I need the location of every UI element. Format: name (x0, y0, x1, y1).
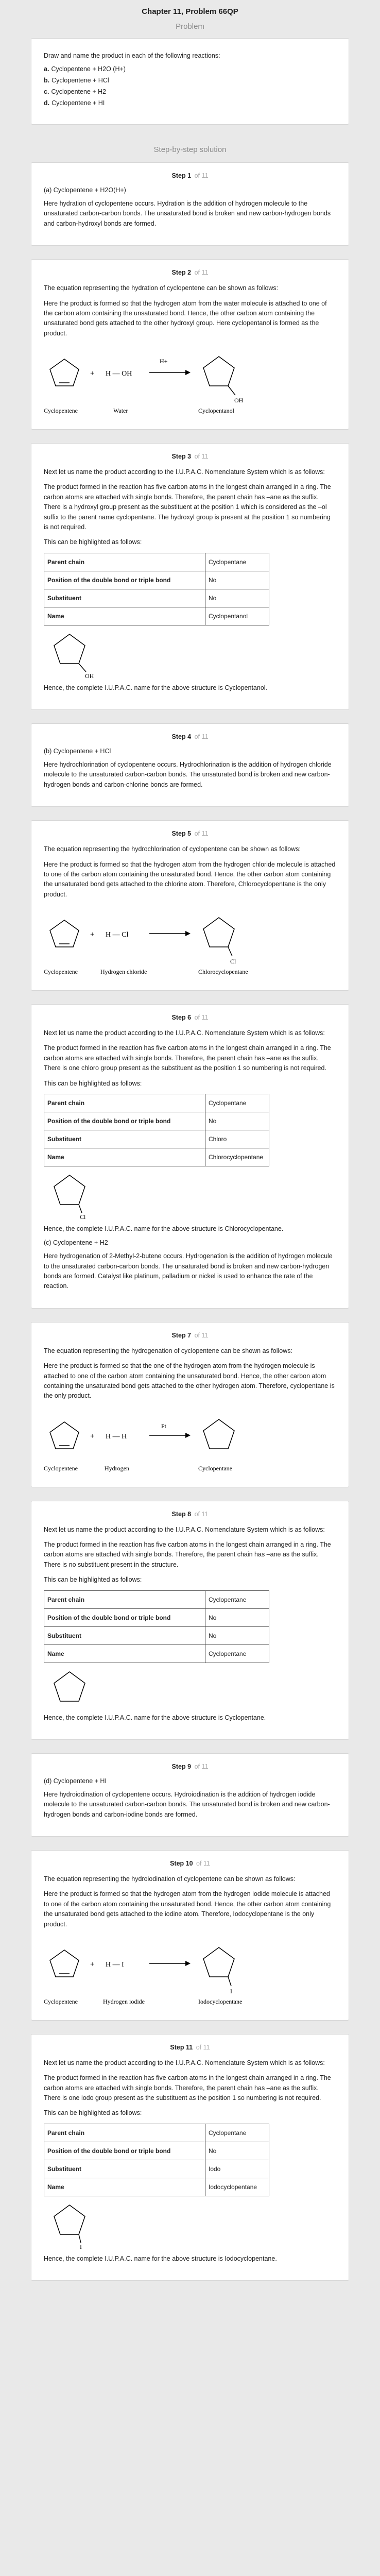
step-text: The equation representing the hydrochlorination of cyclopentene can be shown as follows: (44, 845, 301, 853)
step-4-card (31, 723, 349, 807)
step-text: Here the product is formed so that the hydrogen atom from the water molecule is attached to one of the carbon atom containing the unsaturated bond. Hence, the other carbon atom containing the unsaturated bond gets attached to the other hydroxyl group. Here cyclopentanol is formed as the product. (44, 299, 327, 337)
reagent-formula: H — Cl (106, 931, 129, 939)
nomenclature-table (44, 553, 269, 625)
step-1-card (31, 162, 349, 246)
step-heading: Step 6 of 11 (171, 1014, 209, 1021)
step-text: Here hydroiodination of cyclopentene occurs. Hydroiodination is the addition of hydrogen iodide molecule to the unsaturated carbon-carbon bonds. The unsaturated bond is broken and new carbon-hydrogen bonds and carbon-iodine bonds are formed. (44, 1790, 330, 1818)
problem-card (31, 38, 349, 125)
problem-intro: Draw and name the product in each of the following reactions: (44, 52, 220, 59)
problem-label: Problem (176, 22, 204, 31)
table-row: Position of the double bond or triple bond No (44, 2142, 269, 2160)
reagent-label: Hydrogen iodide (103, 1997, 145, 2005)
step-heading: Step 3 of 11 (171, 453, 209, 460)
step-heading: Step 5 of 11 (171, 830, 209, 838)
product-label: Cyclopentanol (198, 407, 234, 414)
step-heading: Step 9 of 11 (171, 1762, 209, 1770)
step-text: Here hydration of cyclopentene occurs. Hydration is the addition of hydrogen molecule to the unsaturated carbon-carbon bonds. The unsaturated bond is broken and new carbon-hydrogen bonds and carbon-hydroxyl bonds are formed. (44, 200, 331, 227)
ring (54, 1175, 85, 1205)
substituent-label: Cl (230, 958, 236, 965)
hydrochlorination-reaction-diagram (44, 905, 332, 977)
part-c-title: (c) Cyclopentene + H2 (44, 1239, 108, 1247)
problem-list (44, 65, 336, 107)
step-text: Here the product is formed so that the one of the hydrogen atom from the hydrogen molecule is attached to one of the carbon atom containing the unsaturated bond. Hence, the other carbon atom containing the unsaturated bond gets attached to the other hydrogen atom. Therefore, cyclopentane is the only product. (44, 1362, 335, 1400)
table-row: Substituent No (44, 589, 269, 607)
cyclopentene-ring (50, 359, 79, 386)
substituent-label: Cl (80, 1213, 86, 1219)
step-text: Next let us name the product according to the I.U.P.A.C. Nomenclature System which is as follows: (44, 2059, 325, 2066)
part-d-title: (d) Cyclopentene + HI (44, 1777, 107, 1785)
step-8-card (31, 1501, 349, 1740)
reaction-arrowhead (185, 370, 191, 375)
problem-item: c. Cyclopentene + H2 (44, 88, 107, 95)
reagent-formula: H — H (106, 1432, 127, 1440)
step-10-card (31, 1850, 349, 2021)
step-text: This can be highlighted as follows: (44, 1079, 142, 1087)
step-heading: Step 11 of 11 (170, 2043, 210, 2051)
substituent-label: I (230, 1987, 232, 1995)
table-row: Substituent Iodo (44, 2160, 269, 2178)
reagent-label: Hydrogen (105, 1464, 129, 1472)
cyclopentane-structure (49, 1669, 111, 1708)
product-label: Cyclopentane (198, 1464, 232, 1472)
table-row: Substituent No (44, 1626, 269, 1645)
table-row: Position of the double bond or triple bond No (44, 1112, 269, 1130)
plus-sign: + (90, 369, 95, 378)
substituent-bond (228, 386, 235, 395)
chlorocyclopentane-ring (203, 918, 234, 947)
cyclopentene-ring (50, 920, 79, 947)
solution-label: Step-by-step solution (153, 145, 227, 154)
reactant-label: Cyclopentene (44, 968, 78, 975)
ring (54, 2205, 85, 2234)
catalyst-label: H+ (160, 358, 168, 365)
hydration-reaction-diagram (44, 344, 332, 416)
step-conclusion: Hence, the complete I.U.P.A.C. name for the above structure is Cyclopentanol. (44, 684, 268, 691)
part-b-title: (b) Cyclopentene + HCl (44, 748, 111, 755)
step-2-card (31, 259, 349, 430)
step-text: The product formed in the reaction has five carbon atoms in the longest chain arranged in a ring. The carbon atoms are attached with single bonds. Therefore, the parent chain has –ane as the suffix. There is one iodo group present as the substituent as the position 1 so numbering is not required. (44, 2074, 331, 2102)
step-text: This can be highlighted as follows: (44, 1576, 142, 1584)
nomenclature-table (44, 1590, 269, 1663)
table-row: Parent chain Cyclopentane (44, 553, 269, 571)
plus-sign: + (90, 1960, 95, 1969)
substituent-bond (228, 947, 232, 956)
ring (54, 634, 85, 664)
problem-item: a. Cyclopentene + H2O (H+) (44, 65, 126, 73)
table-row: Name Iodocyclopentane (44, 2178, 269, 2196)
nomenclature-table (44, 1094, 269, 1166)
step-heading: Step 10 of 11 (170, 1860, 210, 1867)
step-text: Next let us name the product according to the I.U.P.A.C. Nomenclature System which is as follows: (44, 1526, 325, 1533)
hydrogenation-reaction-diagram (44, 1406, 332, 1473)
table-row: Name Chlorocyclopentane (44, 1148, 269, 1166)
reaction-arrowhead (185, 931, 191, 936)
step-3-card (31, 443, 349, 710)
hydroiodination-reaction-diagram (44, 1935, 332, 2007)
step-text: The product formed in the reaction has five carbon atoms in the longest chain arranged in a ring. The carbon atoms are attached with single bonds. Therefore, the parent chain has –ane as the suffix. There is a hydroxyl group present as the substituent at the position 1 which is considered as the –ol suffix to the parent name cyclopentane. The hydroxyl group is present at the position 1 so numbering is not required. (44, 483, 331, 531)
reactant-label: Cyclopentene (44, 407, 78, 414)
step-heading: Step 7 of 11 (171, 1331, 209, 1339)
table-row: Name Cyclopentanol (44, 607, 269, 625)
step-heading: Step 2 of 11 (171, 269, 209, 277)
step-text: The equation representing the hydroiodination of cyclopentene can be shown as follows: (44, 1875, 296, 1883)
reaction-arrowhead (185, 1961, 191, 1966)
step-text: The product formed in the reaction has five carbon atoms in the longest chain arranged in a ring. The carbon atoms are attached with single bonds. Therefore, the parent chain has –ane as the suffix. There is one chloro group present as the substituent as the position 1 so numbering is not required. (44, 1044, 331, 1072)
step-9-card (31, 1753, 349, 1837)
nomenclature-table (44, 2124, 269, 2196)
part-a-title: (a) Cyclopentene + H2O(H+) (44, 187, 126, 194)
reaction-arrowhead (185, 1433, 191, 1438)
step-text: Here hydrochlorination of cyclopentene occurs. Hydrochlorination is the addition of hydrogen chloride molecule to the unsaturated carbon-carbon bonds. The unsaturated bond is broken and new carbon-hydrogen bonds and carbon-chlorine bonds are formed. (44, 761, 332, 788)
step-text: The equation representing the hydration of cyclopentene can be shown as follows: (44, 284, 279, 292)
table-row: Position of the double bond or triple bond No (44, 1608, 269, 1626)
reagent-label: Water (113, 407, 128, 414)
reactant-label: Cyclopentene (44, 1997, 78, 2005)
product-label: Iodocyclopentane (198, 1997, 243, 2005)
step-heading: Step 8 of 11 (171, 1510, 209, 1518)
step-5-card (31, 820, 349, 991)
cyclopentanol-ring (203, 357, 234, 386)
table-row: Parent chain Cyclopentane (44, 1590, 269, 1608)
substituent-label: I (80, 2243, 82, 2249)
cyclopentane-ring (203, 1419, 234, 1449)
cyclopentene-ring (50, 1950, 79, 1977)
reagent-formula: H — I (106, 1960, 124, 1969)
step-text: The product formed in the reaction has five carbon atoms in the longest chain arranged in a ring. The carbon atoms are attached with single bonds. Therefore, the parent chain has –ane as the suffix. There is no substituent present in the structure. (44, 1541, 331, 1568)
substituent-bond (79, 1205, 82, 1213)
substituent-label: OH (85, 672, 94, 678)
plus-sign: + (90, 1432, 95, 1440)
table-row: Position of the double bond or triple bond No (44, 571, 269, 589)
product-label: Chlorocyclopentane (198, 968, 248, 975)
step-heading: Step 4 of 11 (171, 733, 209, 740)
step-6-card (31, 1004, 349, 1309)
cyclopentene-ring (50, 1422, 79, 1449)
iodocyclopentane-structure (49, 2202, 111, 2249)
step-text: Here hydrogenation of 2-Methyl-2-butene occurs. Hydrogenation is the addition of hydrogen molecule to the unsaturated carbon-carbon bonds. The unsaturated bond is broken and new carbon-hydrogen bonds are formed. Catalyst like platinum, palladium or nickel is used to enhance the rate of the reaction. (44, 1252, 333, 1290)
reagent-formula: H — OH (106, 370, 132, 378)
step-text: Next let us name the product according to the I.U.P.A.C. Nomenclature System which is as follows: (44, 1029, 325, 1037)
step-11-card (31, 2034, 349, 2281)
step-text: Here the product is formed so that the hydrogen atom from the hydrogen iodide molecule is attached to one of the carbon atom containing the unsaturated bond. Hence, the other carbon atom containing the unsaturated bond gets attached to the iodine atom. Therefore, Iodocyclopentane is the only product. (44, 1890, 331, 1928)
table-row: Parent chain Cyclopentane (44, 1094, 269, 1112)
substituent-bond (228, 1977, 231, 1986)
step-conclusion: Hence, the complete I.U.P.A.C. name for the above structure is Iodocyclopentane. (44, 2255, 277, 2262)
step-text: Here the product is formed so that the hydrogen atom from the hydrogen chloride molecule is attached to one of the carbon atom containing the unsaturated bond. Hence, the other carbon atom containing the unsaturated bond gets attached to the chlorine atom. Therefore, Chlorocyclopentane is the only product. (44, 860, 336, 898)
problem-item: d. Cyclopentene + HI (44, 99, 105, 107)
step-text: This can be highlighted as follows: (44, 538, 142, 546)
step-heading: Step 1 of 11 (171, 172, 209, 179)
step-text: Next let us name the product according to the I.U.P.A.C. Nomenclature System which is as follows: (44, 468, 325, 476)
table-row: Substituent Chloro (44, 1130, 269, 1148)
plus-sign: + (90, 930, 95, 939)
ring (54, 1672, 85, 1701)
substituent-bond (79, 664, 86, 672)
cyclopentanol-structure (49, 632, 111, 678)
table-row: Parent chain Cyclopentane (44, 2124, 269, 2142)
reactant-label: Cyclopentene (44, 1464, 78, 1472)
step-text: This can be highlighted as follows: (44, 2109, 142, 2117)
reagent-label: Hydrogen chloride (100, 968, 147, 975)
step-7-card (31, 1322, 349, 1487)
step-conclusion: Hence, the complete I.U.P.A.C. name for the above structure is Chlorocyclopentane. (44, 1225, 284, 1232)
chapter-title: Chapter 11, Problem 66QP (142, 7, 238, 16)
catalyst-label: Pt (161, 1422, 167, 1430)
iodocyclopentane-ring (203, 1947, 234, 1977)
step-text: The equation representing the hydrogenation of cyclopentene can be shown as follows: (44, 1347, 292, 1354)
problem-item: b. Cyclopentene + HCl (44, 77, 109, 84)
substituent-label: OH (234, 397, 244, 404)
step-conclusion: Hence, the complete I.U.P.A.C. name for the above structure is Cyclopentane. (44, 1714, 266, 1721)
chlorocyclopentane-structure (49, 1173, 111, 1219)
substituent-bond (79, 2234, 81, 2243)
table-row: Name Cyclopentane (44, 1645, 269, 1663)
